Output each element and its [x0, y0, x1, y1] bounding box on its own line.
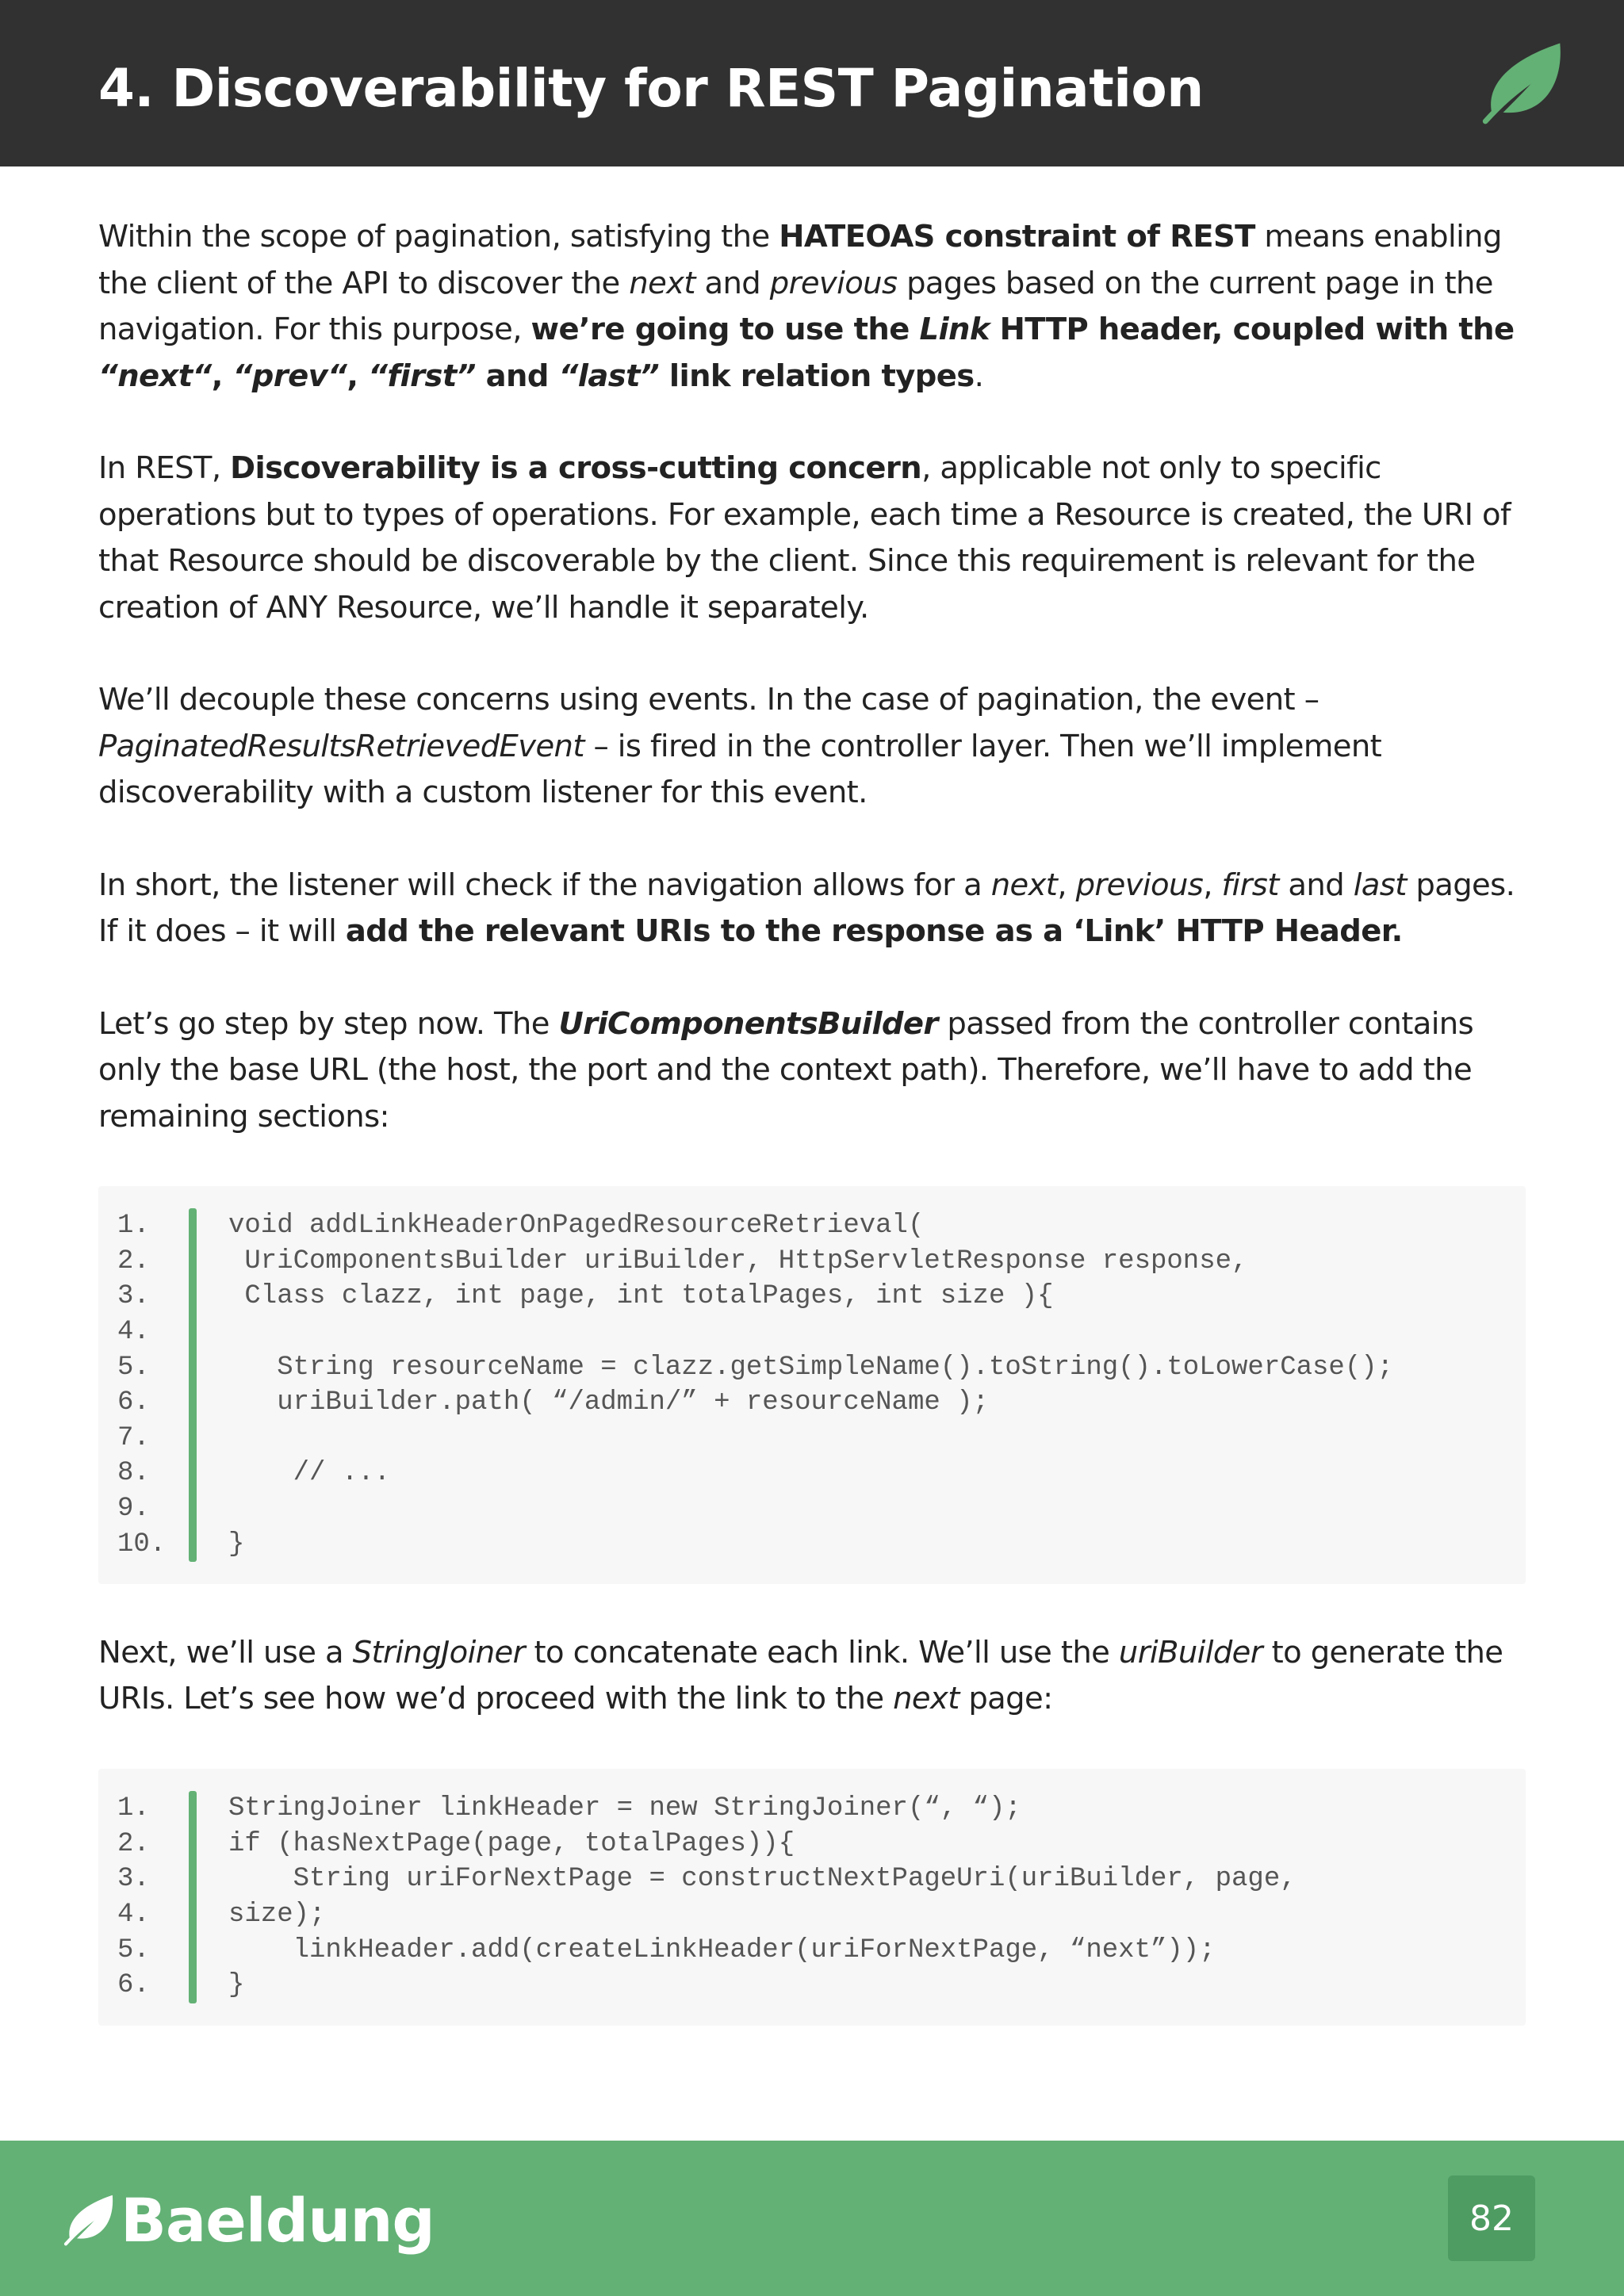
line-number: [98, 1246, 181, 1276]
line-number-text: 5.: [117, 1934, 150, 1965]
paragraph-step-by-step: Let’s go step by step now. The UriComponentsBuilder passed from the controller contains only the base URL (the host, the port and the context path). Therefore, we’ll have to add the remaining sections:: [98, 1005, 1474, 1135]
code-lines: [98, 1791, 1526, 2003]
line-number-text: 2.: [117, 1828, 150, 1859]
paragraph-events: We’ll decouple these concerns using events. In the case of pagination, the event – PaginatedResultsRetrievedEvent – is fired in the controller layer. Then we’ll implement discoverability with a custom listener for this event.: [98, 682, 1382, 810]
line-number-text: 4.: [117, 1317, 150, 1348]
code-line: [98, 1456, 1526, 1491]
page-title: 4. Discoverability for REST Pagination: [98, 58, 1204, 119]
code-line: [98, 1314, 1526, 1350]
code-line: [98, 1244, 1526, 1280]
line-number-text: 7.: [117, 1422, 150, 1453]
code-line: [98, 1491, 1526, 1527]
code-line: [98, 1421, 1526, 1456]
line-number: [98, 1211, 181, 1241]
line-number-text: 5.: [117, 1352, 150, 1383]
line-number: [98, 1387, 181, 1418]
code-line: [98, 1968, 1526, 2003]
line-number: [98, 1793, 181, 1823]
line-number: [98, 1317, 181, 1347]
page-number-badge: 82: [1448, 2175, 1535, 2261]
line-number: [98, 1494, 181, 1524]
line-number-text: 10.: [117, 1529, 167, 1559]
code-line: [98, 1279, 1526, 1314]
code-text: if (hasNextPage(page, totalPages)){: [228, 1828, 795, 1859]
line-number-text: 3.: [117, 1864, 150, 1895]
code-line: [98, 1827, 1526, 1862]
line-number: [98, 1970, 181, 2000]
line-number-text: 2.: [117, 1246, 150, 1276]
code-text: size);: [228, 1900, 326, 1931]
code-text: String resourceName = clazz.getSimpleName().toString().toLowerCase();: [228, 1352, 1394, 1383]
paragraph-listener: In short, the listener will check if the navigation allows for a next, previous, first and last pages. If it does – it will add the relevant URIs to the response as a ‘Link’ HTTP Header.: [98, 867, 1515, 949]
paragraph-hateoas: Within the scope of pagination, satisfying the HATEOAS constraint of REST means enabling the client of the API to discover the next and previous pages based on the current page in the navigation. For this purpose, we’re going to use the Link HTTP header, coupled with the “next“, “prev“, “first” and “last” link relation types.: [98, 219, 1515, 394]
code-text: linkHeader.add(createLinkHeader(uriForNextPage, “next”));: [228, 1934, 1216, 1965]
code-text: String uriForNextPage = constructNextPageUri(uriBuilder, page,: [228, 1864, 1297, 1895]
code-accent-bar: [189, 1791, 197, 2003]
page-footer: [0, 2141, 1624, 2296]
code-line: [98, 1385, 1526, 1421]
line-number-text: 1.: [117, 1211, 150, 1242]
brand-name: Baeldung: [121, 2185, 435, 2256]
line-number-text: 1.: [117, 1793, 150, 1824]
line-number: [98, 1353, 181, 1383]
code-line: [98, 1897, 1526, 1933]
line-number: [98, 1423, 181, 1453]
code-line: [98, 1526, 1526, 1562]
line-number-text: 8.: [117, 1458, 150, 1489]
line-number-text: 9.: [117, 1494, 150, 1525]
leaf-icon: [1477, 40, 1565, 128]
code-block-next-page: [98, 1769, 1526, 2026]
paragraph-discoverability: In REST, Discoverability is a cross-cutting concern, applicable not only to specific operations but to types of operations. For example, each time a Resource is created, the URI of that Resource should be discoverable by the client. Since this requirement is relevant for the creation of ANY Resource, we’ll handle it separately.: [98, 450, 1511, 626]
code-text: StringJoiner linkHeader = new StringJoiner(“, “);: [228, 1793, 1021, 1824]
code-accent-bar: [189, 1208, 197, 1562]
code-line: [98, 1791, 1526, 1827]
line-number: [98, 1935, 181, 1965]
code-text: // ...: [228, 1458, 391, 1489]
line-number: [98, 1458, 181, 1488]
line-number: [98, 1281, 181, 1311]
leaf-icon: [60, 2193, 116, 2248]
paragraph-string-joiner: Next, we’ll use a StringJoiner to concatenate each link. We’ll use the uriBuilder to generate the URIs. Let’s see how we’d proceed with the link to the next page:: [98, 1634, 1503, 1717]
line-number-text: 6.: [117, 1970, 150, 2001]
code-lines: [98, 1208, 1526, 1562]
code-block-link-header: [98, 1186, 1526, 1584]
code-text: uriBuilder.path( “/admin/” + resourceName );: [228, 1387, 989, 1418]
line-number: [98, 1829, 181, 1859]
code-text: }: [228, 1970, 245, 2001]
line-number-text: 3.: [117, 1281, 150, 1312]
code-text: Class clazz, int page, int totalPages, int size ){: [228, 1281, 1054, 1312]
code-line: [98, 1862, 1526, 1897]
page-header: [0, 0, 1624, 166]
code-line: [98, 1932, 1526, 1968]
line-number-text: 6.: [117, 1387, 150, 1418]
code-text: UriComponentsBuilder uriBuilder, HttpServletResponse response,: [228, 1246, 1248, 1276]
line-number: [98, 1529, 181, 1559]
code-line: [98, 1208, 1526, 1244]
line-number-text: 4.: [117, 1900, 150, 1931]
main-content: [98, 214, 1526, 2072]
code-text: void addLinkHeaderOnPagedResourceRetrieval(: [228, 1211, 925, 1242]
code-text: }: [228, 1529, 245, 1559]
brand-logo: [60, 2185, 435, 2256]
line-number: [98, 1900, 181, 1930]
line-number: [98, 1864, 181, 1894]
code-line: [98, 1349, 1526, 1385]
